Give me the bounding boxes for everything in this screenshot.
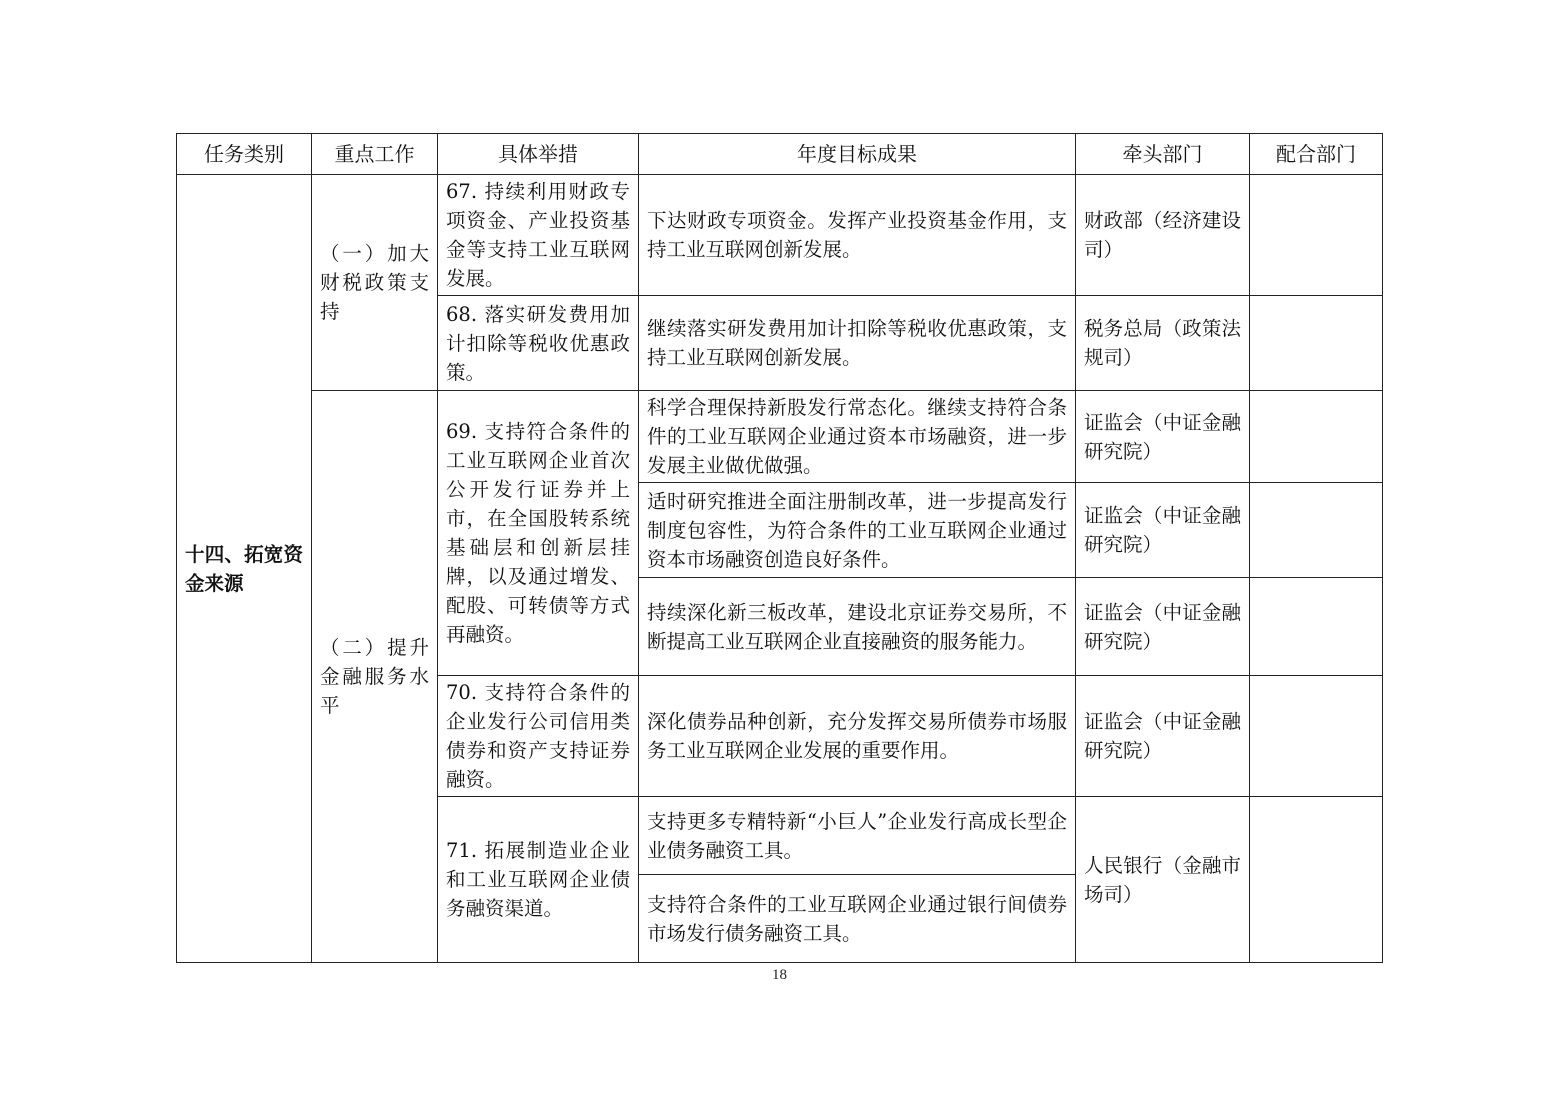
target-cell: 深化债券品种创新，充分发挥交易所债券市场服务工业互联网企业发展的重要作用。 xyxy=(639,676,1076,797)
target-cell: 支持更多专精特新“小巨人”企业发行高成长型企业债务融资工具。 xyxy=(639,797,1076,875)
lead-dept-cell: 证监会（中证金融研究院） xyxy=(1076,483,1250,578)
page-number: 18 xyxy=(772,967,787,983)
header-task-category: 任务类别 xyxy=(177,134,312,175)
target-cell: 支持符合条件的工业互联网企业通过银行间债券市场发行债务融资工具。 xyxy=(639,875,1076,963)
coop-dept-cell xyxy=(1250,296,1383,391)
coop-dept-cell xyxy=(1250,676,1383,797)
lead-dept-cell: 证监会（中证金融研究院） xyxy=(1076,391,1250,483)
header-key-work: 重点工作 xyxy=(312,134,438,175)
measure-cell: 70. 支持符合条件的企业发行公司信用类债券和资产支持证券融资。 xyxy=(438,676,639,797)
measure-cell: 68. 落实研发费用加计扣除等税收优惠政策。 xyxy=(438,296,639,391)
header-coop-dept: 配合部门 xyxy=(1250,134,1383,175)
lead-dept-cell: 证监会（中证金融研究院） xyxy=(1076,578,1250,676)
work-item-cell: （一）加大财税政策支持 xyxy=(312,175,438,391)
lead-dept-cell: 人民银行（金融市场司） xyxy=(1076,797,1250,963)
coop-dept-cell xyxy=(1250,483,1383,578)
coop-dept-cell xyxy=(1250,175,1383,296)
target-cell: 适时研究推进全面注册制改革，进一步提高发行制度包容性，为符合条件的工业互联网企业通过资本市场融资创造良好条件。 xyxy=(639,483,1076,578)
coop-dept-cell xyxy=(1250,391,1383,483)
measure-cell: 67. 持续利用财政专项资金、产业投资基金等支持工业互联网发展。 xyxy=(438,175,639,296)
measure-cell: 71. 拓展制造业企业和工业互联网企业债务融资渠道。 xyxy=(438,797,639,963)
coop-dept-cell xyxy=(1250,797,1383,963)
header-lead-dept: 牵头部门 xyxy=(1076,134,1250,175)
table-header-row xyxy=(177,134,1383,175)
lead-dept-cell: 证监会（中证金融研究院） xyxy=(1076,676,1250,797)
table-row xyxy=(177,391,1383,483)
coop-dept-cell xyxy=(1250,578,1383,676)
header-measures: 具体举措 xyxy=(438,134,639,175)
task-table xyxy=(176,133,1383,963)
task-category-cell: 十四、拓宽资金来源 xyxy=(177,175,312,963)
lead-dept-cell: 财政部（经济建设司） xyxy=(1076,175,1250,296)
header-annual-target: 年度目标成果 xyxy=(639,134,1076,175)
target-cell: 持续深化新三板改革，建设北京证券交易所，不断提高工业互联网企业直接融资的服务能力。 xyxy=(639,578,1076,676)
work-item-cell: （二）提升金融服务水平 xyxy=(312,391,438,963)
table-row xyxy=(177,175,1383,296)
measure-cell: 69. 支持符合条件的工业互联网企业首次公开发行证券并上市，在全国股转系统基础层和创新层挂牌，以及通过增发、配股、可转债等方式再融资。 xyxy=(438,391,639,676)
target-cell: 科学合理保持新股发行常态化。继续支持符合条件的工业互联网企业通过资本市场融资，进一步发展主业做优做强。 xyxy=(639,391,1076,483)
target-cell: 继续落实研发费用加计扣除等税收优惠政策，支持工业互联网创新发展。 xyxy=(639,296,1076,391)
lead-dept-cell: 税务总局（政策法规司） xyxy=(1076,296,1250,391)
target-cell: 下达财政专项资金。发挥产业投资基金作用，支持工业互联网创新发展。 xyxy=(639,175,1076,296)
